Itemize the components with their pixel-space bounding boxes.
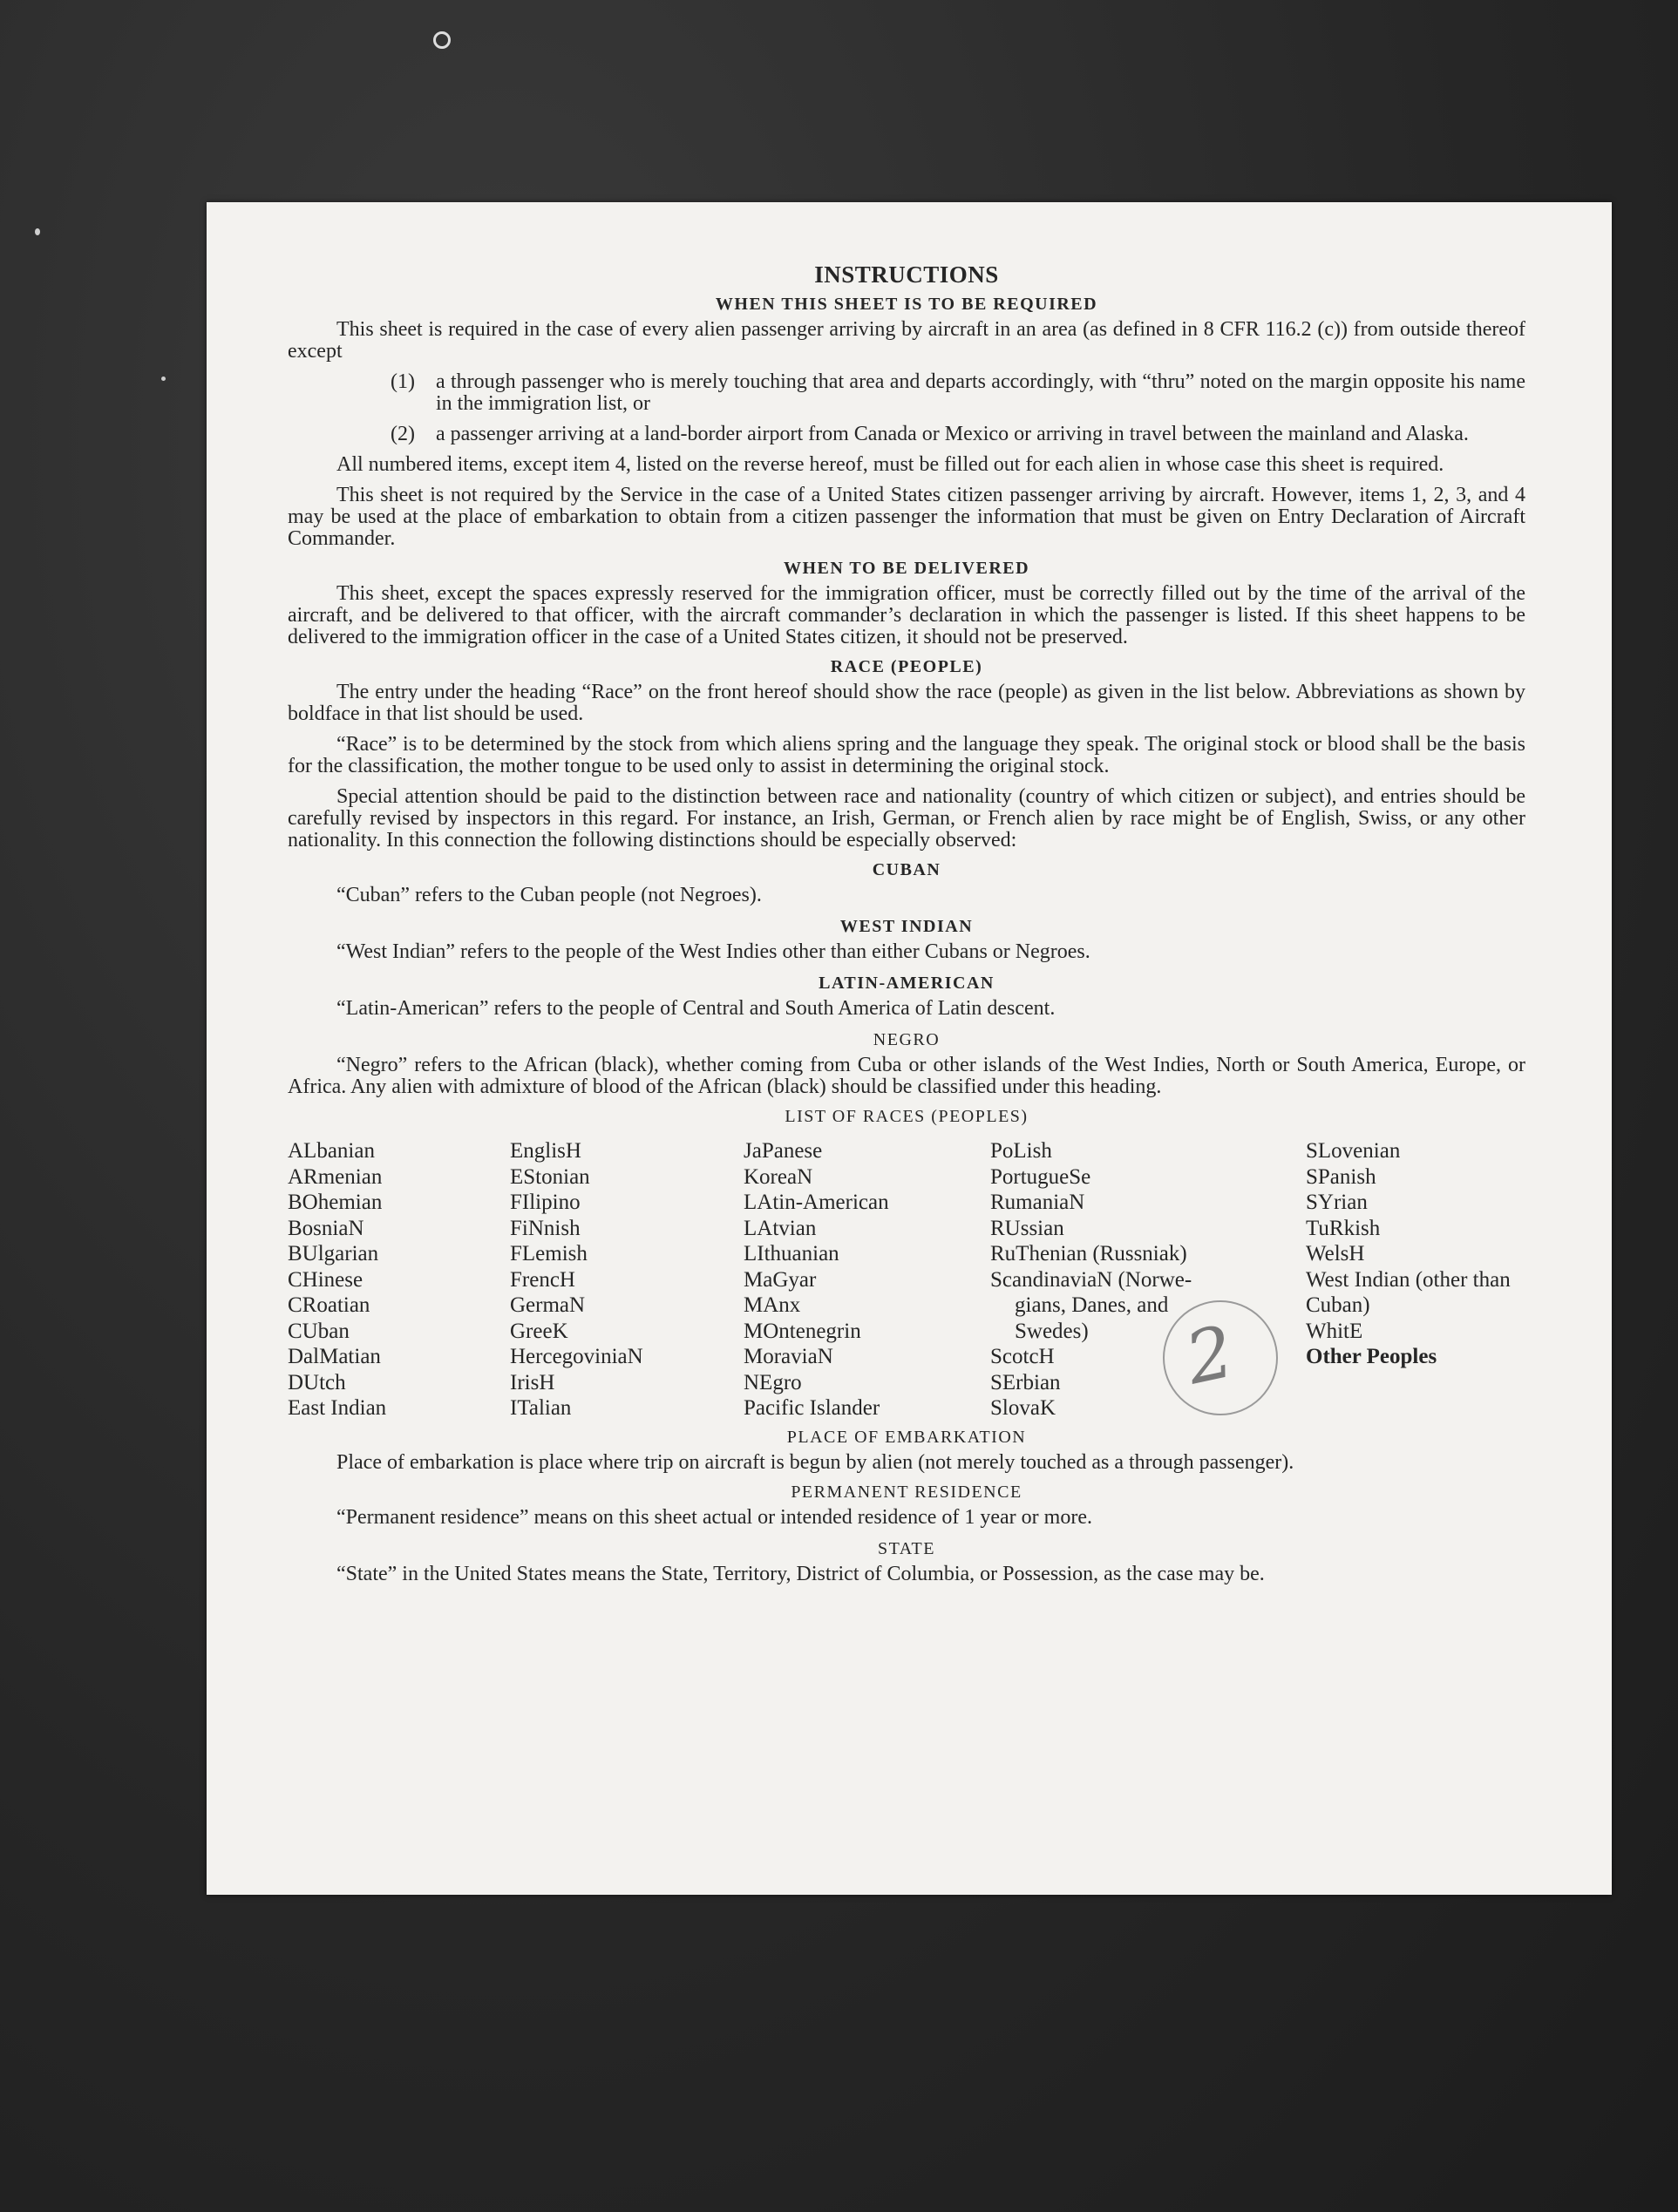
race-item: DalMatian: [288, 1345, 381, 1368]
heading-when-delivered: WHEN TO BE DELIVERED: [783, 559, 1030, 578]
race-item: PoLish: [990, 1139, 1052, 1163]
race-item-continuation: Swedes): [1015, 1319, 1089, 1343]
race-item: MOntenegrin: [744, 1319, 861, 1343]
exception-text: a through passenger who is merely touching that area and departs accordingly, with “thru” noted on the margin opposite his name in the immigration list, or: [436, 370, 1525, 415]
heading-place-of-embarkation: PLACE OF EMBARKATION: [786, 1427, 1027, 1447]
race-item: SErbian: [990, 1370, 1061, 1394]
heading-when-required: WHEN THIS SHEET IS TO BE REQUIRED: [715, 295, 1098, 314]
race-item: CUban: [288, 1319, 350, 1343]
exception-text: a passenger arriving at a land-border airport from Canada or Mexico or arriving in travel between the mainland and Alaska.: [436, 423, 1469, 445]
paragraph-cuban: “Cuban” refers to the Cuban people (not Negroes).: [336, 884, 762, 906]
races-column-3: [744, 1138, 990, 1422]
paragraph-permanent-residence: “Permanent residence” means on this sheet actual or intended residence of 1 year or more.: [336, 1505, 1092, 1529]
race-item: RUssian: [990, 1216, 1064, 1240]
race-item: KoreaN: [744, 1164, 813, 1189]
paragraph-citizen-passenger: This sheet is not required by the Service in the case of a United States citizen passenger arriving by aircraft. However, items 1, 2, 3, and 4 may be used at the place of embarkation to obtain from a citizen passenger the information that must be given on Entry Declaration of Aircraft Commander.: [288, 484, 1525, 550]
race-item: BosniaN: [288, 1216, 364, 1240]
race-item: ITalian: [510, 1396, 572, 1420]
race-item: DUtch: [288, 1370, 346, 1394]
dust-speck: [161, 377, 166, 381]
heading-race: RACE (PEOPLE): [830, 657, 983, 676]
race-item: LAtin-American: [744, 1191, 889, 1214]
race-item: GermaN: [510, 1293, 586, 1317]
race-item: CHinese: [288, 1267, 363, 1292]
race-item: SLovenian: [1306, 1139, 1401, 1163]
race-item: FiNnish: [510, 1216, 581, 1240]
race-item: GreeK: [510, 1319, 568, 1343]
paragraph-embarkation: Place of embarkation is place where trip on aircraft is begun by alien (not merely touched as a through passenger).: [336, 1450, 1294, 1474]
exception-number: (1): [391, 370, 415, 393]
paragraph-race-stock: “Race” is to be determined by the stock from which aliens spring and the language they speak. The original stock or blood shall be the basis for the classification, the mother tongue to be used only to assist in determining the original stock.: [288, 733, 1525, 777]
race-item: SPanish: [1306, 1164, 1376, 1189]
race-item: ScotcH: [990, 1345, 1055, 1368]
race-item: West Indian (other than Cuban): [1306, 1267, 1511, 1317]
dust-speck: [433, 31, 451, 49]
race-item: ALbanian: [288, 1139, 375, 1163]
race-item: HercegoviniaN: [510, 1345, 643, 1368]
heading-permanent-residence: PERMANENT RESIDENCE: [791, 1482, 1022, 1502]
race-item: WelsH: [1306, 1242, 1365, 1265]
heading-cuban: CUBAN: [872, 860, 941, 879]
paragraph-state: “State” in the United States means the State, Territory, District of Columbia, or Possession, as the case may be.: [336, 1562, 1265, 1585]
heading-latin-american: LATIN-AMERICAN: [819, 974, 995, 993]
paragraph-west-indian: “West Indian” refers to the people of the West Indies other than either Cubans or Negroes.: [336, 940, 1090, 963]
exception-item-1: [288, 371, 1525, 415]
race-item: EStonian: [510, 1164, 590, 1189]
races-column-5: [1306, 1138, 1528, 1422]
race-item: TuRkish: [1306, 1216, 1381, 1240]
sheet-content: [288, 261, 1525, 1594]
race-item: RuThenian (Russniak): [990, 1242, 1187, 1265]
race-item: NEgro: [744, 1370, 802, 1394]
instruction-sheet: [207, 202, 1612, 1895]
race-item: FIlipino: [510, 1191, 581, 1214]
race-item: EnglisH: [510, 1139, 581, 1163]
paragraph-delivery: This sheet, except the spaces expressly reserved for the immigration officer, must be correctly filled out by the time of the arrival of the aircraft, and be delivered to that officer, with the aircraft commander’s declaration in which the passenger is listed. If this sheet happens to be delivered to the immigration officer in the case of a United States citizen, it should not be preserved.: [288, 582, 1525, 648]
race-item: ScandinaviaN (Norwe-: [990, 1267, 1192, 1292]
races-column-1: [288, 1138, 510, 1422]
races-list: [288, 1138, 1525, 1422]
race-item: East Indian: [288, 1396, 387, 1420]
race-item: SlovaK: [990, 1396, 1056, 1420]
race-item: LIthuanian: [744, 1242, 839, 1265]
race-item: JaPanese: [744, 1139, 823, 1163]
race-item: MoraviaN: [744, 1345, 833, 1368]
exception-number: (2): [391, 423, 415, 445]
race-item: PortugueSe: [990, 1164, 1091, 1189]
race-item: BUlgarian: [288, 1242, 379, 1265]
dust-speck: [35, 228, 40, 235]
race-item: FLemish: [510, 1242, 588, 1265]
paragraph-numbered-items: All numbered items, except item 4, listed on the reverse hereof, must be filled out for each alien in whose case this sheet is required.: [336, 453, 1444, 476]
race-item: BOhemian: [288, 1191, 383, 1214]
race-item: ARmenian: [288, 1164, 383, 1189]
races-column-2: [510, 1138, 744, 1422]
race-item: WhitE: [1306, 1319, 1363, 1343]
heading-west-indian: WEST INDIAN: [839, 917, 974, 936]
race-item: CRoatian: [288, 1293, 370, 1317]
exception-item-2: [288, 424, 1525, 445]
page-title: INSTRUCTIONS: [814, 261, 999, 288]
race-item: RumaniaN: [990, 1191, 1085, 1214]
race-item-other-peoples: Other Peoples: [1306, 1345, 1437, 1368]
race-item: FrencH: [510, 1267, 575, 1292]
race-item: MaGyar: [744, 1267, 817, 1292]
paragraph-negro: “Negro” refers to the African (black), whether coming from Cuba or other islands of the West Indies, North or South America, Europe, or Africa. Any alien with admixture of blood of the African (black) should be classified under this heading.: [288, 1054, 1525, 1098]
heading-list-of-races: LIST OF RACES (PEOPLES): [785, 1107, 1029, 1126]
paragraph-required-intro: This sheet is required in the case of every alien passenger arriving by aircraft in an area (as defined in 8 CFR 116.2 (c)) from outside thereof except: [288, 318, 1525, 363]
paragraph-latin-american: “Latin-American” refers to the people of Central and South America of Latin descent.: [336, 997, 1056, 1020]
race-item: SYrian: [1306, 1191, 1368, 1214]
race-item: LAtvian: [744, 1216, 817, 1240]
handwritten-circle-mark: [1163, 1300, 1278, 1415]
race-item: IrisH: [510, 1370, 555, 1394]
race-item-continuation: gians, Danes, and: [1015, 1293, 1169, 1317]
paragraph-race-entry: The entry under the heading “Race” on the front hereof should show the race (people) as given in the list below. Abbreviations as shown by boldface in that list should be used.: [288, 681, 1525, 725]
paragraph-race-nationality: Special attention should be paid to the distinction between race and nationality (country of which citizen or subject), and entries should be carefully revised by inspectors in this regard. For instance, an Irish, German, or French alien by race might be of English, Swiss, or any other nationality. In this connection the following distinctions should be especially observed:: [288, 785, 1525, 852]
heading-negro: NEGRO: [873, 1030, 941, 1049]
race-item: Pacific Islander: [744, 1396, 880, 1420]
handwritten-mark: 2: [1179, 1310, 1241, 1401]
race-item: MAnx: [744, 1293, 801, 1317]
heading-state: STATE: [878, 1538, 935, 1558]
